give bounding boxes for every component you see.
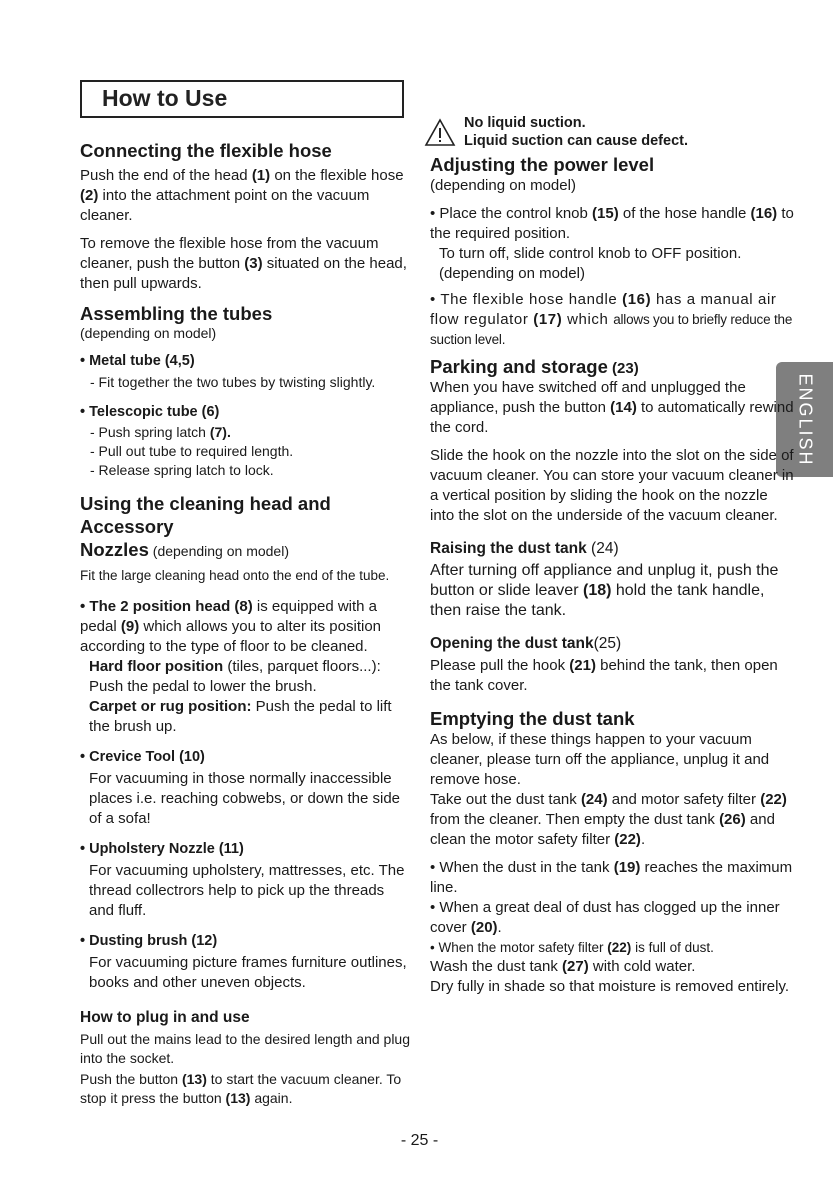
cleaning-heading: Using the cleaning head and Accessory Nozzles (depending on model): [80, 493, 331, 560]
language-tab-label: ENGLISH: [795, 372, 815, 467]
power-paragraph-1: • Place the control knob (15) of the hose handle (16) to the required position.: [430, 205, 794, 242]
warning-text: [464, 114, 688, 150]
carpet-text: Carpet or rug position: Push the pedal to lift the brush up.: [89, 698, 392, 735]
crevice-tool-text: For vacuuming in those normally inaccessible places i.e. reaching cobwebs, or down the side of a sofa!: [89, 770, 401, 827]
parking-paragraph-2: Slide the hook on the nozzle into the slot on the side of vacuum cleaner. You can store your vacuum cleaner in a vertical position by sliding the hook on the nozzle into the slot on the underside of the vacuum cleaner.: [430, 447, 794, 524]
upholstery-nozzle-text: For vacuuming upholstery, mattresses, etc. The thread collectrors help to pick up the threads and fluff.: [89, 862, 405, 919]
raise-paragraph: After turning off appliance and unplug it, push the button or slide leaver (18) hold the tank handle, then raise the tank.: [430, 562, 779, 619]
empty-bullet-1: • When the dust in the tank (19) reaches the maximum line.: [430, 859, 793, 896]
page-title: How to Use: [102, 85, 228, 111]
empty-bullet-3: • When the motor safety filter (22) is full of dust.: [430, 940, 714, 955]
empty-paragraph-1: As below, if these things happen to your vacuum cleaner, please turn off the appliance, unplug it and remove hose.: [430, 731, 770, 788]
plug-paragraph-2: Push the button (13) to start the vacuum cleaner. To stop it press the button (13) again.: [80, 1071, 402, 1106]
metal-tube-label: • Metal tube (4,5): [80, 353, 195, 369]
telescopic-step-2: - Pull out tube to required length.: [90, 443, 294, 459]
page-title-box: [80, 80, 404, 118]
dusting-brush-label: • Dusting brush (12): [80, 933, 218, 949]
hose-heading: Connecting the flexible hose: [80, 140, 332, 161]
power-heading: Adjusting the power level: [430, 154, 655, 175]
power-paragraph-4: • The flexible hose handle (16) has a manual air flow regulator (17) which allows you to briefly reduce the suction level.: [430, 291, 793, 347]
plug-paragraph-1: Pull out the mains lead to the desired length and plug into the socket.: [80, 1031, 411, 1066]
warning-line-2: Liquid suction can cause defect.: [464, 133, 688, 149]
position-head-text: • The 2 position head (8) is equipped with a pedal (9) which allows you to alter its position according to the type of floor to be cleaned.: [80, 598, 381, 655]
upholstery-nozzle-label: • Upholstery Nozzle (11): [80, 841, 244, 857]
empty-bullet-2: • When a great deal of dust has clogged up the inner cover (20).: [430, 899, 780, 936]
warning-line-1: No liquid suction.: [464, 115, 586, 131]
power-paragraph-2: To turn off, slide control knob to OFF position.: [439, 245, 742, 262]
parking-paragraph-1: When you have switched off and unplugged the appliance, push the button (14) to automatically rewind the cord.: [430, 379, 794, 436]
cleaning-fit-text: Fit the large cleaning head onto the end of the tube.: [80, 568, 390, 583]
open-heading: Opening the dust tank(25): [430, 635, 622, 652]
telescopic-tube-label: • Telescopic tube (6): [80, 404, 220, 420]
left-column: [80, 140, 412, 1108]
parking-heading: Parking and storage (23): [430, 356, 639, 377]
open-paragraph: Please pull the hook (21) behind the tank, then open the tank cover.: [430, 657, 778, 694]
metal-tube-text: - Fit together the two tubes by twisting slightly.: [90, 374, 376, 390]
power-subtitle: (depending on model): [430, 177, 576, 194]
page-number: - 25 -: [400, 1132, 439, 1149]
tubes-heading: Assembling the tubes: [80, 303, 273, 324]
raise-heading: Raising the dust tank (24): [430, 540, 619, 557]
telescopic-step-1: - Push spring latch (7).: [90, 424, 231, 440]
power-paragraph-3: (depending on model): [439, 265, 585, 282]
dusting-brush-text: For vacuuming picture frames furniture outlines, books and other uneven objects.: [89, 954, 407, 991]
tubes-subtitle: (depending on model): [80, 325, 217, 341]
hard-floor-text: Hard floor position (tiles, parquet floors...): Push the pedal to lower the brush.: [89, 658, 381, 695]
right-column: [430, 114, 796, 997]
plug-heading: How to plug in and use: [80, 1009, 250, 1026]
warning-triangle-icon: [424, 118, 456, 148]
crevice-tool-label: • Crevice Tool (10): [80, 749, 205, 765]
telescopic-step-3: - Release spring latch to lock.: [90, 462, 274, 478]
hose-paragraph-2: To remove the flexible hose from the vacuum cleaner, push the button (3) situated on the head, then pull upwards.: [80, 235, 407, 292]
hose-paragraph-1: Push the end of the head (1) on the flexible hose (2) into the attachment point on the vacuum cleaner.: [80, 167, 404, 224]
empty-paragraph-4: Dry fully in shade so that moisture is removed entirely.: [430, 978, 790, 995]
empty-paragraph-3: Wash the dust tank (27) with cold water.: [430, 958, 696, 975]
empty-paragraph-2: Take out the dust tank (24) and motor safety filter (22) from the cleaner. Then empty the dust tank (26) and clean the motor safety filter (22).: [430, 791, 787, 848]
warning-block: [424, 114, 796, 150]
empty-heading: Emptying the dust tank: [430, 708, 635, 729]
